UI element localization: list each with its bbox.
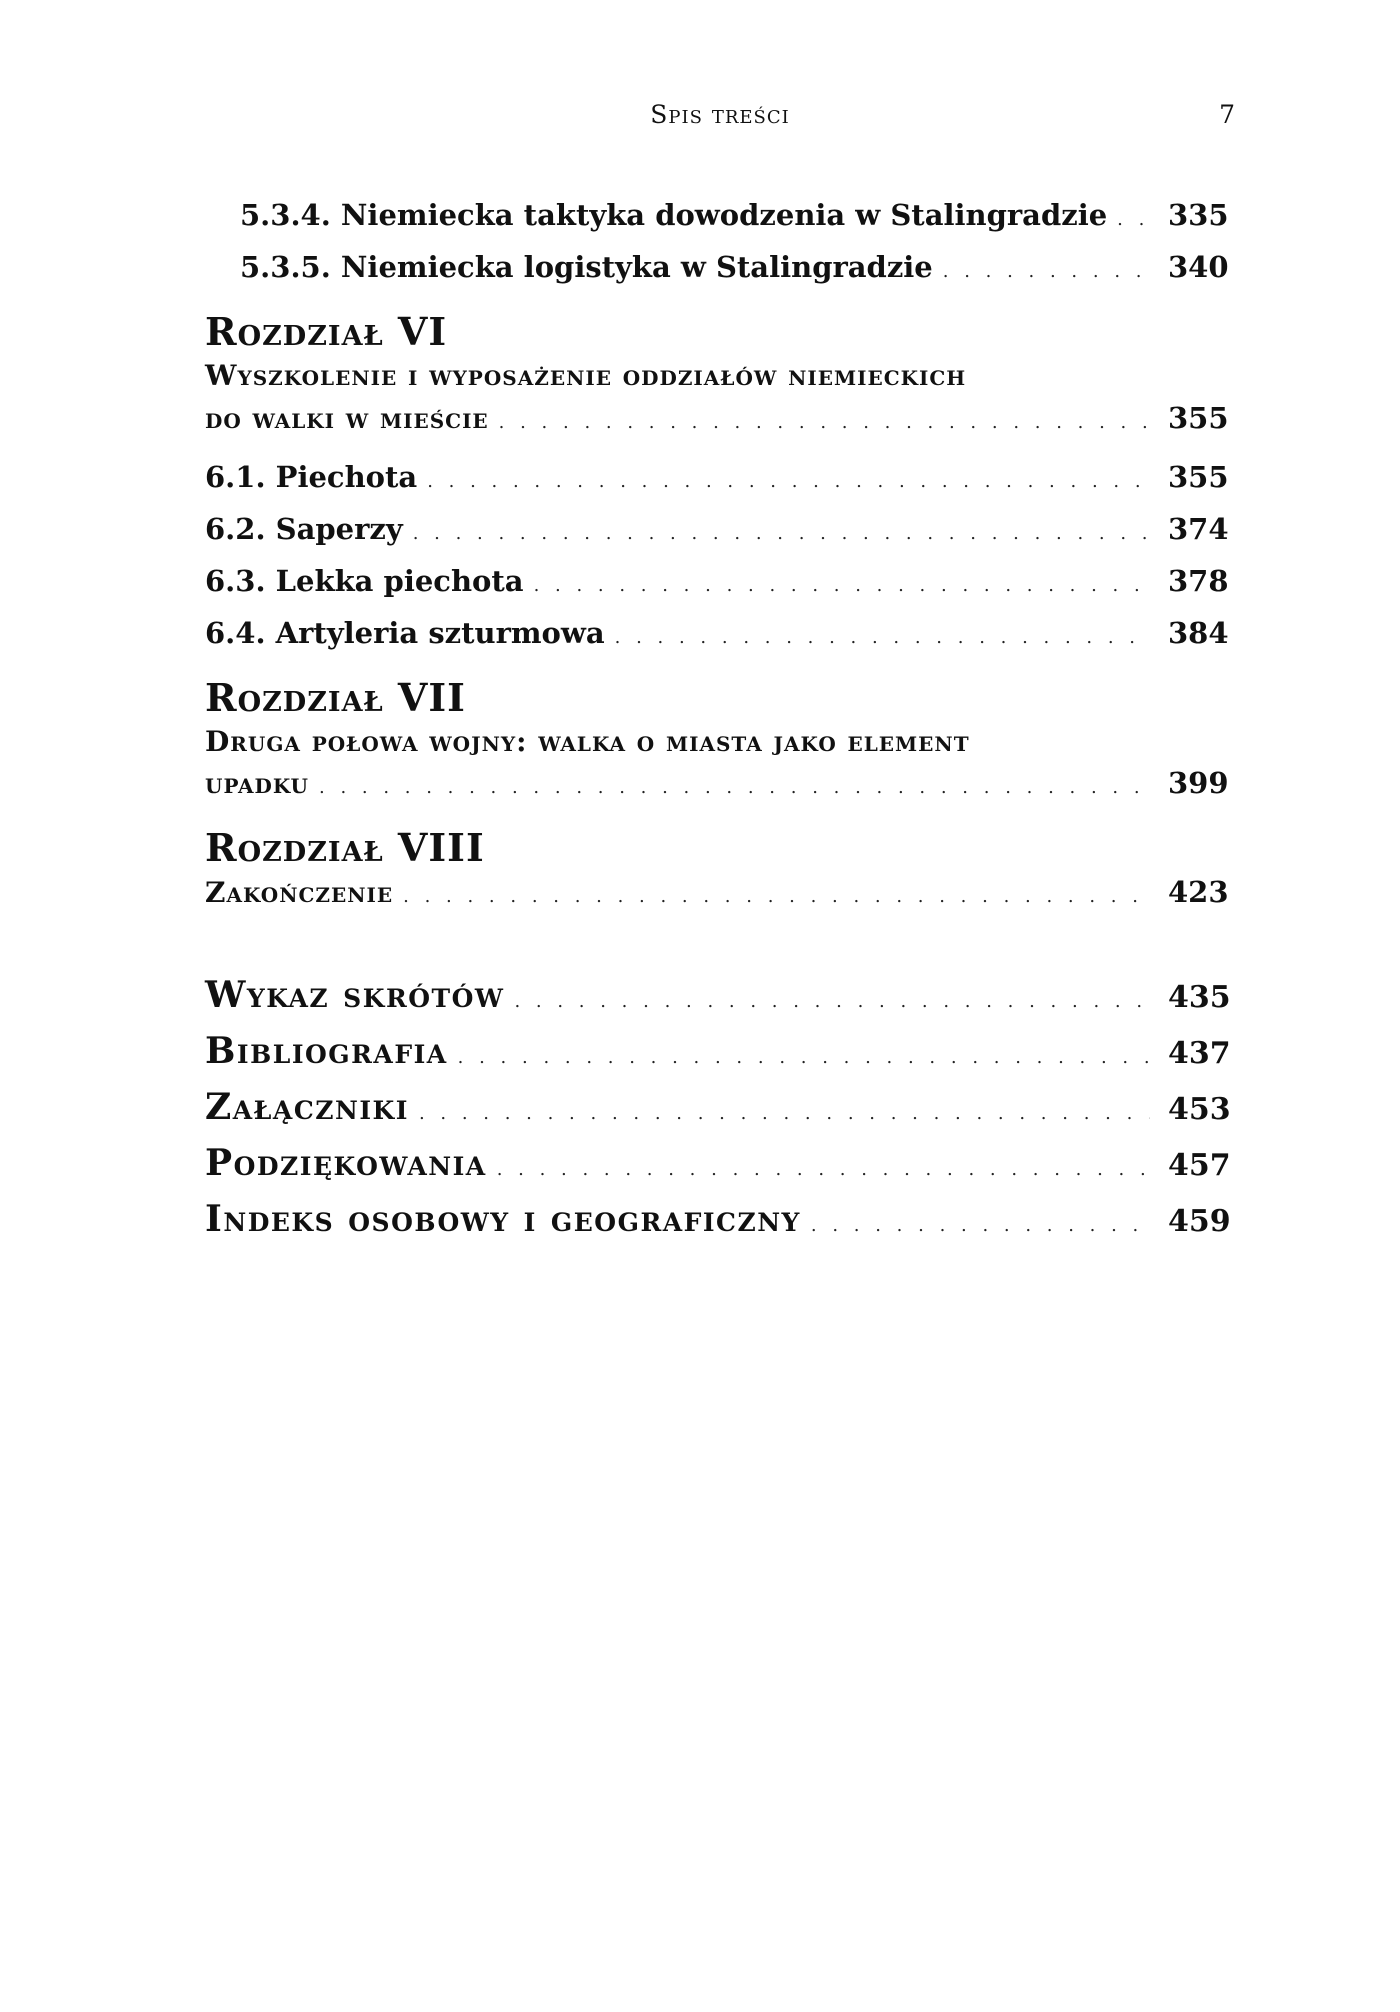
dot-leader [1117, 195, 1150, 240]
dot-leader [514, 968, 1150, 1030]
toc-entry-page: 423 [1168, 875, 1229, 909]
dot-leader [413, 509, 1150, 554]
toc-entry-label: 6.2. Saperzy [205, 512, 403, 546]
running-header [205, 100, 1235, 140]
toc-entry-label: 6.4. Artyleria szturmowa [205, 616, 605, 650]
toc-entry-page: 459 [1168, 1204, 1231, 1239]
running-header-title: Spis treści [650, 100, 790, 129]
toc-entry-page: 335 [1168, 198, 1229, 232]
toc-entry-label: 6.1. Piechota [205, 460, 418, 494]
dot-leader [499, 399, 1150, 443]
toc-entry-label: Indeks osobowy i geograficzny [205, 1198, 801, 1240]
toc-entry-chapter-6[interactable] [205, 398, 1229, 438]
toc-entry-index[interactable] [205, 1191, 1231, 1247]
chapter-6-title-line-2: do walki w mieście [205, 402, 489, 435]
toc-entry-page: 355 [1168, 401, 1229, 435]
dot-leader [811, 1192, 1150, 1254]
toc-entry-bibliography[interactable] [205, 1023, 1231, 1079]
dot-leader [615, 613, 1150, 658]
toc-entry-6-4[interactable] [205, 613, 1229, 653]
toc-entry-abbreviations[interactable] [205, 967, 1231, 1023]
toc-entry-page: 437 [1168, 1036, 1231, 1071]
toc-entry-label: 6.3. Lekka piechota [205, 564, 524, 598]
toc-entry-label: 5.3.5. Niemiecka logistyka w Stalingradzie [240, 250, 933, 284]
page-number: 7 [1219, 100, 1235, 129]
dot-leader [458, 1024, 1150, 1086]
chapter-7-title-line-1: Druga połowa wojny: walka o miasta jako element [205, 725, 970, 758]
toc-entry-page: 435 [1168, 980, 1231, 1015]
toc-entry-chapter-7[interactable] [205, 763, 1229, 803]
chapter-6-heading: Rozdział VI [205, 309, 448, 354]
toc-entry-label: Załączniki [205, 1086, 409, 1128]
dot-leader [534, 561, 1150, 606]
toc-entry-6-3[interactable] [205, 561, 1229, 601]
toc-entry-page: 340 [1168, 250, 1229, 284]
chapter-7-title-line-2: upadku [205, 767, 309, 800]
dot-leader [403, 873, 1150, 917]
dot-leader [943, 247, 1150, 292]
chapter-6-title-line-1: Wyszkolenie i wyposażenie oddziałów niemieckich [205, 359, 967, 392]
dot-leader [419, 1080, 1150, 1142]
toc-entry-6-2[interactable] [205, 509, 1229, 549]
toc-entry-page: 399 [1168, 766, 1229, 800]
toc-entry-label: 5.3.4. Niemiecka taktyka dowodzenia w Stalingradzie [240, 198, 1108, 232]
toc-entry-5-3-5[interactable] [240, 247, 1229, 287]
dot-leader [497, 1136, 1150, 1198]
toc-entry-page: 374 [1168, 512, 1229, 546]
toc-entry-page: 378 [1168, 564, 1229, 598]
toc-entry-6-1[interactable] [205, 457, 1229, 497]
chapter-7-heading: Rozdział VII [205, 675, 466, 720]
toc-entry-label: Podziękowania [205, 1142, 487, 1184]
toc-entry-chapter-8[interactable] [205, 872, 1229, 912]
toc-entry-page: 384 [1168, 616, 1229, 650]
chapter-8-title-line-1: Zakończenie [205, 876, 394, 909]
chapter-8-heading: Rozdział VIII [205, 825, 485, 870]
toc-entry-page: 453 [1168, 1092, 1231, 1127]
toc-entry-acknowledgements[interactable] [205, 1135, 1231, 1191]
toc-entry-label: Bibliografia [205, 1030, 448, 1072]
toc-entry-appendices[interactable] [205, 1079, 1231, 1135]
toc-entry-5-3-4[interactable] [240, 195, 1229, 235]
toc-entry-label: Wykaz skrótów [205, 974, 505, 1016]
dot-leader [427, 457, 1150, 502]
toc-entry-page: 355 [1168, 460, 1229, 494]
dot-leader [319, 764, 1150, 808]
toc-entry-page: 457 [1168, 1148, 1231, 1183]
